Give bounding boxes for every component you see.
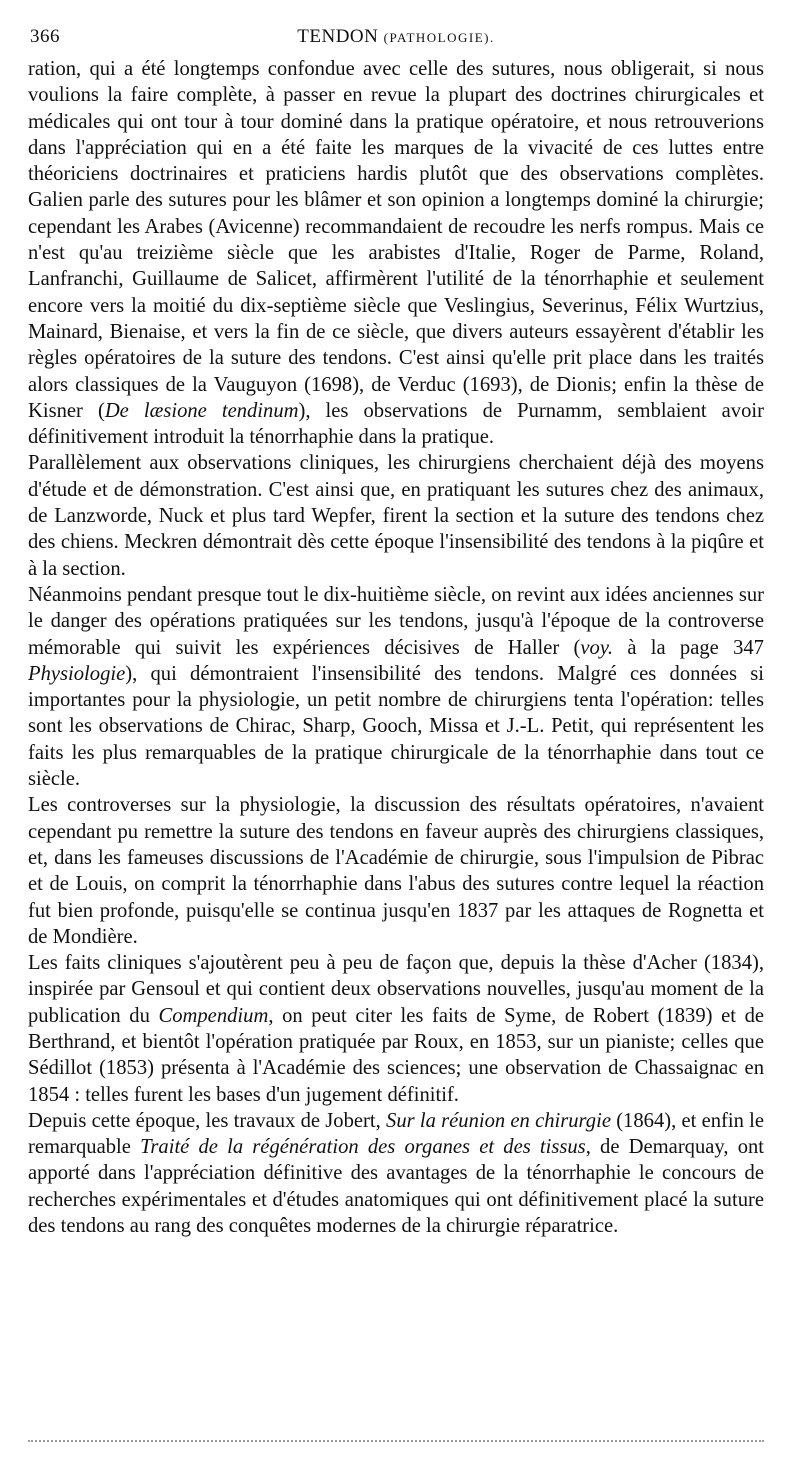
text-run: ), qui démontraient l'insensibilité des tendons. Malgré ces données si importantes pour la physiologie, un petit nombre de chirurgiens tenta l'opération: telles sont les observations de Chirac, Sharp, Gooch, Missa et J.-L. Petit, qui représentent les faits les plus remarquables de la pratique chirurgicale de la ténorrhaphie dans tout ce siècle. (28, 662, 764, 791)
text-run: , de Demarquay, ont apporté dans l'appréciation définitive des avantages de la ténorrhaphie le concours de recherches expérimentales et d'études anatomiques qui ont définitivement placé la suture des tendons au rang des conquêtes modernes de la chirurgie réparatrice. (28, 1136, 765, 1238)
body-text (28, 56, 764, 1239)
italic-text-run: Traité de la régénération des organes et des tissus (140, 1136, 586, 1159)
paragraph (28, 1108, 764, 1239)
book-page (28, 26, 764, 1239)
text-run: Parallèlement aux observations cliniques, les chirurgiens cherchaient déjà des moyens d'étude et de démonstration. C'est ainsi que, en pratiquant les sutures chez des animaux, de Lanzworde, Nuck et plus tard Wepfer, firent la section et la suture des tendons chez des chiens. Meckren démontrait dès cette époque l'insensibilité des tendons à la piqûre et à la section. (28, 452, 764, 580)
paragraph (28, 56, 764, 450)
paragraph (28, 792, 764, 950)
page-number: 366 (30, 26, 60, 47)
text-run: Les controverses sur la physiologie, la discussion des résultats opératoires, n'avaient cependant pu remettre la suture des tendons en faveur auprès des chirurgiens classiques, et, dans les fameuses discussions de l'Académie de chirurgie, sous l'impulsion de Pibrac et de Louis, on comprit la ténorrhaphie dans l'abus des sutures contre lequel la réaction fut bien profonde, puisqu'elle se continua jusqu'en 1837 par les attaques de Rognetta et de Mondière. (28, 794, 764, 948)
footer-dotted-rule (28, 1440, 764, 1442)
paragraph (28, 582, 764, 792)
text-run: ration, qui a été longtemps confondue avec celle des sutures, nous obligerait, si nous voulions la faire complète, à passer en revue la plupart des doctrines chirurgicales et médicales qui ont tour à tour dominé dans la pratique opératoire, et nous retrouverions dans l'appréciation qui en a été faite les marques de la vivacité de ces luttes entre théoriciens doctrinaires et praticiens hardis plutôt que des observations complètes. Galien parle des sutures pour les blâmer et son opinion a longtemps dominé la chirurgie; cependant les Arabes (Avicenne) recommandaient de recoudre les nerfs rompus. Mais ce n'est qu'au treizième siècle que les arabistes d'Italie, Roger de Parme, Roland, Lanfranchi, Guillaume de Salicet, affirmèrent l'utilité de la ténorrhaphie et seulement encore vers la moitié du dix-septième siècle que Veslingius, Severinus, Félix Wurtzius, Mainard, Bienaise, et vers la fin de ce siècle, que divers auteurs essayèrent d'établir les règles opératoires de la suture des tendons. C'est ainsi qu'elle prit place dans les traités alors classiques de la Vauguyon (1698), de Verduc (1693), de Dionis; enfin la thèse de Kisner ( (28, 58, 764, 422)
paragraph (28, 950, 764, 1108)
italic-text-run: De læsione tendinum (104, 399, 299, 422)
running-head (28, 26, 764, 56)
text-run: , on peut citer les faits de Syme, de Robert (1839) et de Berthrand, et bientôt l'opération pratiquée par Roux, en 1853, sur un pianiste; celles que Sédillot (1853) présenta à l'Académie des sciences; une observation de Chassaignac en 1854 : telles furent les bases d'un jugement définitif. (28, 1004, 765, 1106)
text-run: Néanmoins pendant presque tout le dix-huitième siècle, on revint aux idées anciennes sur le danger des opérations pratiquées sur les tendons, jusqu'à l'époque de la controverse mémorable qui suivit les expériences décisives de Haller ( (28, 583, 765, 659)
paragraph (28, 450, 764, 581)
italic-text-run: Compendium (158, 1004, 269, 1027)
italic-text-run: voy. (580, 636, 614, 659)
text-run: (1864), et enfin le remarquable (28, 1109, 764, 1159)
running-title (28, 26, 764, 48)
italic-text-run: Physiologie (28, 662, 126, 685)
text-run: à la page 347 (613, 636, 764, 659)
running-title-main: TENDON (297, 26, 379, 47)
italic-text-run: Sur la réunion en chirurgie (386, 1109, 611, 1132)
text-run: ), les observations de Purnamm, semblaient avoir définitivement introduit la ténorrhaphie dans la pratique. (28, 399, 764, 449)
text-run: Depuis cette époque, les travaux de Jobert, (28, 1109, 387, 1132)
text-run: Les faits cliniques s'ajoutèrent peu à peu de façon que, depuis la thèse d'Acher (1834), inspirée par Gensoul et qui contient deux observations nouvelles, jusqu'au moment de la publication du (28, 952, 764, 1027)
running-title-subtitle: (PATHOLOGIE). (383, 30, 495, 45)
